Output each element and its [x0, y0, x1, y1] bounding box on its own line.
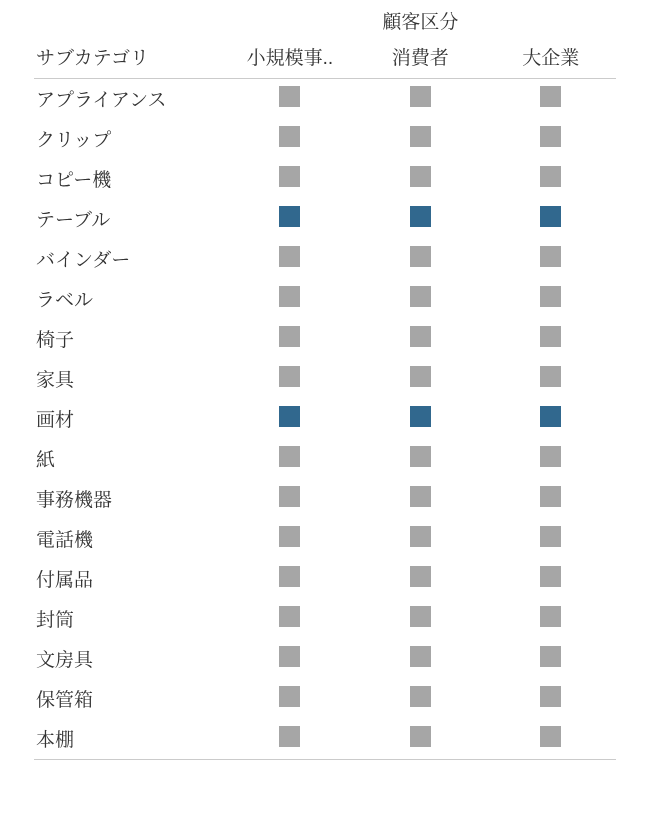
matrix-cell[interactable]: [355, 719, 485, 759]
matrix-cell[interactable]: [486, 79, 616, 119]
matrix-cell[interactable]: [486, 119, 616, 159]
matrix-cell[interactable]: [486, 679, 616, 719]
matrix-row: [34, 479, 616, 519]
cell-mark: [279, 566, 300, 587]
column-header-0: 小規模事..: [225, 38, 355, 79]
matrix-row: [34, 559, 616, 599]
matrix-chart: [34, 6, 616, 759]
column-group-header-row: [34, 6, 616, 38]
cell-mark: [410, 686, 431, 707]
chart-container: [0, 6, 662, 824]
cell-mark: [410, 726, 431, 747]
cell-mark: [279, 326, 300, 347]
chart-header: [34, 6, 616, 79]
cell-mark: [540, 526, 561, 547]
matrix-cell[interactable]: [486, 359, 616, 399]
row-label: クリップ: [36, 130, 112, 151]
cell-mark: [279, 526, 300, 547]
matrix-cell[interactable]: [486, 279, 616, 319]
matrix-cell[interactable]: [355, 439, 485, 479]
matrix-cell[interactable]: [225, 679, 355, 719]
row-label: 本棚: [36, 730, 75, 751]
matrix-cell[interactable]: [355, 239, 485, 279]
row-label: 事務機器: [36, 490, 113, 511]
cell-mark: [540, 606, 561, 627]
row-label: 付属品: [36, 570, 94, 591]
matrix-cell[interactable]: [486, 199, 616, 239]
spacer-cell: [34, 6, 225, 38]
column-header-1: 消費者: [355, 38, 485, 79]
matrix-cell[interactable]: [486, 479, 616, 519]
matrix-cell[interactable]: [486, 639, 616, 679]
matrix-row: [34, 279, 616, 319]
row-label: 電話機: [36, 530, 94, 551]
cell-mark: [540, 126, 561, 147]
matrix-cell[interactable]: [225, 479, 355, 519]
cell-mark: [410, 126, 431, 147]
matrix-cell[interactable]: [355, 319, 485, 359]
cell-mark: [279, 446, 300, 467]
cell-mark: [279, 126, 300, 147]
row-label: テーブル: [36, 210, 111, 231]
cell-mark: [279, 646, 300, 667]
matrix-row: [34, 359, 616, 399]
cell-mark: [540, 486, 561, 507]
matrix-row: [34, 79, 616, 119]
cell-mark: [410, 446, 431, 467]
matrix-cell[interactable]: [486, 519, 616, 559]
matrix-cell[interactable]: [355, 559, 485, 599]
row-label: コピー機: [36, 170, 112, 191]
matrix-cell[interactable]: [225, 519, 355, 559]
matrix-row: [34, 119, 616, 159]
matrix-row: [34, 599, 616, 639]
matrix-row: [34, 239, 616, 279]
cell-mark: [410, 566, 431, 587]
cell-mark: [279, 726, 300, 747]
matrix-row: [34, 519, 616, 559]
row-label: ラベル: [36, 290, 94, 311]
cell-mark: [410, 606, 431, 627]
matrix-cell[interactable]: [486, 719, 616, 759]
matrix-cell[interactable]: [225, 319, 355, 359]
cell-mark: [540, 566, 561, 587]
cell-mark: [410, 406, 431, 427]
cell-mark: [279, 366, 300, 387]
matrix-cell[interactable]: [225, 559, 355, 599]
cell-mark: [410, 206, 431, 227]
row-label: 家具: [36, 370, 75, 391]
cell-mark: [279, 606, 300, 627]
matrix-cell[interactable]: [355, 79, 485, 119]
cell-mark: [279, 86, 300, 107]
row-label: 文房具: [36, 650, 94, 671]
row-label: バインダー: [36, 250, 131, 271]
matrix-cell[interactable]: [486, 159, 616, 199]
bottom-axis-rule: [34, 759, 616, 760]
matrix-row: [34, 639, 616, 679]
matrix-cell[interactable]: [486, 439, 616, 479]
matrix-row: [34, 719, 616, 759]
matrix-cell[interactable]: [355, 399, 485, 439]
cell-mark: [410, 526, 431, 547]
cell-mark: [410, 366, 431, 387]
matrix-cell[interactable]: [225, 159, 355, 199]
cell-mark: [279, 246, 300, 267]
cell-mark: [540, 166, 561, 187]
cell-mark: [540, 286, 561, 307]
cell-mark: [540, 326, 561, 347]
column-header-2: 大企業: [486, 38, 616, 79]
cell-mark: [540, 366, 561, 387]
cell-mark: [540, 686, 561, 707]
matrix-cell[interactable]: [355, 679, 485, 719]
column-header-row: [34, 38, 616, 79]
cell-mark: [540, 206, 561, 227]
matrix-row: [34, 199, 616, 239]
cell-mark: [410, 326, 431, 347]
matrix-cell[interactable]: [355, 639, 485, 679]
column-group-header: 顧客区分: [382, 12, 459, 33]
cell-mark: [279, 406, 300, 427]
matrix-cell[interactable]: [486, 239, 616, 279]
matrix-cell[interactable]: [355, 199, 485, 239]
cell-mark: [540, 646, 561, 667]
matrix-cell[interactable]: [225, 439, 355, 479]
matrix-cell[interactable]: [225, 599, 355, 639]
cell-mark: [540, 406, 561, 427]
matrix-cell[interactable]: [225, 79, 355, 119]
matrix-row: [34, 439, 616, 479]
matrix-cell[interactable]: [225, 279, 355, 319]
matrix-row: [34, 679, 616, 719]
cell-mark: [279, 166, 300, 187]
matrix-cell[interactable]: [486, 399, 616, 439]
row-label: 保管箱: [36, 690, 94, 711]
row-label: 椅子: [36, 330, 75, 351]
row-label: 封筒: [36, 610, 75, 631]
matrix-cell[interactable]: [225, 119, 355, 159]
matrix-cell[interactable]: [225, 199, 355, 239]
row-label: アプライアンス: [36, 90, 167, 112]
matrix-cell[interactable]: [486, 599, 616, 639]
row-label: 紙: [36, 450, 56, 471]
cell-mark: [540, 246, 561, 267]
cell-mark: [279, 686, 300, 707]
cell-mark: [410, 246, 431, 267]
matrix-cell[interactable]: [355, 119, 485, 159]
cell-mark: [279, 206, 300, 227]
row-label: 画材: [36, 410, 75, 431]
cell-mark: [540, 446, 561, 467]
cell-mark: [279, 286, 300, 307]
cell-mark: [540, 86, 561, 107]
matrix-cell[interactable]: [355, 159, 485, 199]
matrix-row: [34, 159, 616, 199]
matrix-cell[interactable]: [486, 319, 616, 359]
matrix-cell[interactable]: [486, 559, 616, 599]
cell-mark: [410, 166, 431, 187]
matrix-cell[interactable]: [355, 519, 485, 559]
cell-mark: [410, 86, 431, 107]
matrix-cell[interactable]: [355, 359, 485, 399]
cell-mark: [540, 726, 561, 747]
matrix-body: [34, 79, 616, 759]
matrix-cell[interactable]: [225, 719, 355, 759]
matrix-cell[interactable]: [225, 359, 355, 399]
matrix-cell[interactable]: [225, 639, 355, 679]
matrix-cell[interactable]: [225, 399, 355, 439]
cell-mark: [410, 646, 431, 667]
matrix-row: [34, 399, 616, 439]
matrix-cell[interactable]: [225, 239, 355, 279]
cell-mark: [410, 286, 431, 307]
matrix-cell[interactable]: [355, 599, 485, 639]
cell-mark: [410, 486, 431, 507]
matrix-cell[interactable]: [355, 479, 485, 519]
cell-mark: [279, 486, 300, 507]
row-header-label: サブカテゴリ: [34, 38, 225, 79]
matrix-cell[interactable]: [355, 279, 485, 319]
matrix-row: [34, 319, 616, 359]
